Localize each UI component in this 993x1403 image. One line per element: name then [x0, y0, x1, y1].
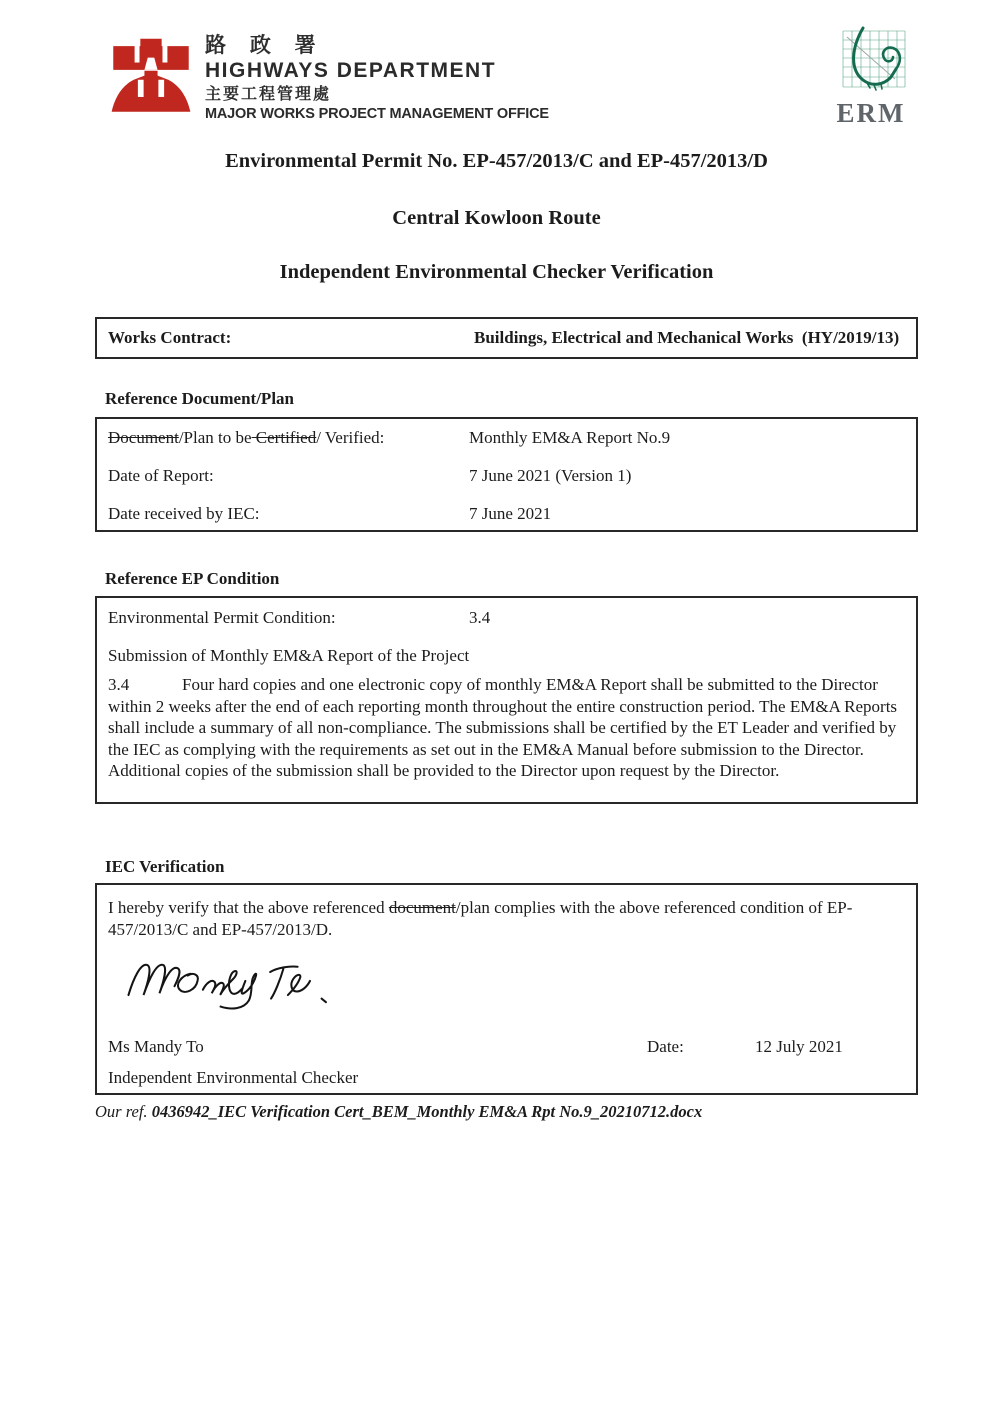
erm-logo [831, 25, 911, 129]
date-received-value: 7 June 2021 [469, 504, 552, 523]
reference-ep-box [95, 596, 918, 804]
erm-fern-icon [833, 25, 909, 95]
permit-number-title: Environmental Permit No. EP-457/2013/C and EP-457/2013/D [225, 150, 768, 172]
iec-verification-box [95, 883, 918, 1095]
date-of-report-label: Date of Report: [108, 466, 214, 485]
date-received-label: Date received by IEC: [108, 504, 260, 523]
ep-condition-subtitle: Submission of Monthly EM&A Report of the Project [108, 646, 470, 665]
statement-post: /plan complies with the above referenced condition of EP-457/2013/C and EP-457/2013/D. [108, 898, 853, 939]
works-contract-box [95, 317, 918, 359]
erm-wordmark: ERM [836, 98, 906, 128]
works-contract-label: Works Contract: [108, 328, 232, 347]
verification-statement [108, 897, 904, 941]
strike-certified: Certified [251, 428, 317, 447]
date-value: 12 July 2021 [755, 1037, 843, 1056]
label-tail: / Verified: [316, 428, 385, 447]
office-name-english: MAJOR WORKS PROJECT MANAGEMENT OFFICE [205, 106, 549, 122]
ep-condition-clause [108, 674, 900, 782]
document-plan-value: Monthly EM&A Report No.9 [469, 428, 671, 447]
document-plan-label [108, 428, 384, 448]
statement-pre: I hereby verify that the above referenced [108, 898, 389, 917]
date-of-report-value: 7 June 2021 (Version 1) [469, 466, 632, 485]
our-ref-line [95, 1102, 702, 1122]
statement-strike-document: document [388, 898, 456, 917]
ep-condition-label: Environmental Permit Condition: [108, 608, 336, 627]
reference-document-box [95, 417, 918, 532]
works-contract-value: Buildings, Electrical and Mechanical Works (HY/2019/13) [474, 328, 900, 347]
department-name-chinese: 路 政 署 [205, 34, 325, 57]
our-ref-label: Our ref. [95, 1102, 152, 1121]
clause-text: Four hard copies and one electronic copy of monthly EM&A Report shall be submitted to the Director within 2 weeks after the end of each reporting month throughout the entire construction period. The EM&A Reports shall include a summary of all non-compliance. The submissions shall be certified by the ET Leader and verified by the IEC as complying with the requirements as set out in the EM&A Manual before submission to the Director. Additional copies of the submission shall be provided to the Director upon request by the Director. [108, 675, 898, 780]
reference-document-heading: Reference Document/Plan [105, 389, 294, 408]
reference-ep-heading: Reference EP Condition [105, 569, 280, 588]
date-label: Date: [647, 1037, 684, 1056]
highways-department-logo-icon [110, 33, 192, 115]
office-name-chinese: 主要工程管理處 [205, 86, 332, 103]
iec-verification-heading: IEC Verification [105, 857, 225, 876]
label-mid: /Plan to be [178, 428, 252, 447]
document-title: Independent Environmental Checker Verification [279, 261, 714, 283]
ep-condition-value: 3.4 [469, 608, 491, 627]
our-ref-value: 0436942_IEC Verification Cert_BEM_Monthly EM&A Rpt No.9_20210712.docx [151, 1102, 703, 1121]
department-name-block [205, 35, 549, 122]
department-name-english: HIGHWAYS DEPARTMENT [205, 59, 497, 82]
clause-number: 3.4 [108, 675, 130, 694]
signature-image [111, 949, 401, 1011]
signatory-title: Independent Environmental Checker [108, 1068, 359, 1087]
signatory-name: Ms Mandy To [108, 1037, 204, 1056]
project-title: Central Kowloon Route [392, 207, 601, 229]
strike-document: Document [108, 428, 179, 447]
